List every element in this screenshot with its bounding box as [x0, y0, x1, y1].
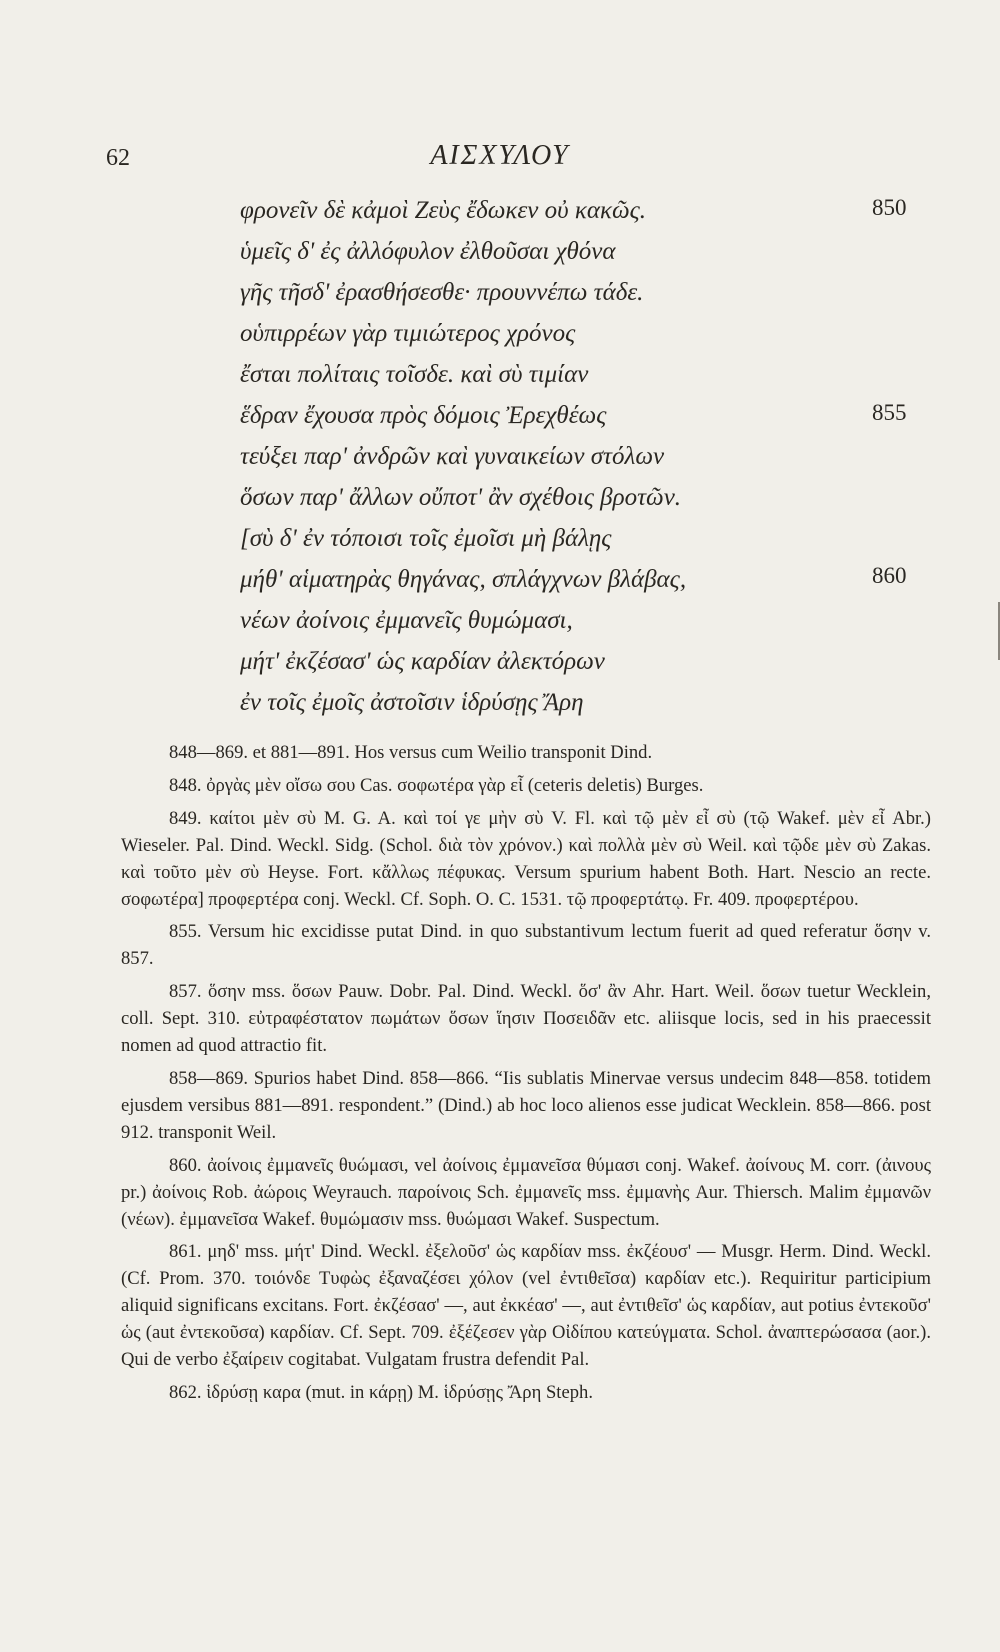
verse-line: ὅσων παρ' ἄλλων οὔποτ' ἂν σχέθοις βροτῶν.	[240, 484, 682, 511]
apparatus-note: 857. ὅσην mss. ὅσων Pauw. Dobr. Pal. Dind. Weckl. ὅσ' ἂν Ahr. Hart. Weil. ὅσων tuetur Wecklein, coll. Sept. 310. εὐτραφέστατον πωμάτων ὅσων ἵησιν Ποσειδᾶν etc. aliisque locis, sed in his praecessit nomen ad quod attractio fit.	[121, 981, 931, 1057]
verse-line: ὑμεῖς δ' ἐς ἀλλόφυλον ἐλθοῦσαι χθόνα	[240, 238, 616, 265]
page-number: 62	[106, 145, 130, 171]
apparatus-note: 848. ὀργὰς μὲν οἴσω σου Cas. σοφωτέρα γὰρ εἶ (ceteris deletis) Burges.	[169, 774, 704, 796]
verse-line: οὑπιρρέων γὰρ τιμιώτερος χρόνος	[240, 320, 576, 347]
verse-line: ἐν τοῖς ἐμοῖς ἀστοῖσιν ἱδρύσῃς Ἄρη	[240, 689, 584, 716]
verse-line: γῆς τῆσδ' ἐρασθήσεσθε· προυννέπω τάδε.	[240, 279, 644, 306]
critical-apparatus	[121, 740, 931, 1413]
verse-line: φρονεῖν δὲ κἀμοὶ Ζεὺς ἔδωκεν οὐ κακῶς.	[240, 197, 646, 224]
apparatus-note: 861. μηδ' mss. μήτ' Dind. Weckl. ἐξελοῦσ' ὡς καρδίαν mss. ἐκζέουσ' — Musgr. Herm. Dind. Weckl. (Cf. Prom. 370. τοιόνδε Τυφὼς ἐξαναζέσει χόλον (vel ἐντιθεῖσα) καρδίαν etc.). Requiritur participium aliquid significans excitans. Fort. ἐκζέσασ' —, aut ἐκκέασ' —, aut ἐντιθεῖσ' ὡς καρδίαν, aut potius ἐντεκοῦσ' ὡς (aut ἐντεκοῦσα) καρδίαν. Cf. Sept. 709. ἐξέζεσεν γὰρ Οἰδίπου κατεύγματα. Schol. ἀναπτερώσασα (aor.). Qui de verbo ἐξαίρειν cogitabat. Vulgatam frustra defendit Pal.	[121, 1241, 931, 1371]
running-head: ΑΙΣΧΥΛΟΥ	[430, 140, 570, 171]
line-number-850: 850	[872, 195, 907, 220]
apparatus-note: 855. Versum hic excidisse putat Dind. in quo substantivum lectum fuerit ad qued referatur ὅσην v. 857.	[121, 921, 931, 970]
apparatus-note: 860. ἀοίνοις ἐμμανεῖς θυώμασι, vel ἀοίνοις ἐμμανεῖσα θύμασι conj. Wakef. ἀοίνους M. corr. (ἀινους pr.) ἀοίνοις Rob. ἀώροις Weyrauch. παροίνοις Sch. ἐμμανεῖς mss. ἐμμανὴς Aur. Thiersch. Malim ἐμμανῶν (νέων). ἐμμανεῖσα Wakef. θυμώμασιν mss. θυώμασι Wakef. Suspectum.	[121, 1154, 931, 1230]
line-number-855: 855	[872, 400, 907, 425]
verse-line: ἕδραν ἔχουσα πρὸς δόμοις Ἐρεχθέως	[240, 402, 607, 429]
line-number-860: 860	[872, 563, 907, 588]
apparatus-note: 858—869. Spurios habet Dind. 858—866. “Iis sublatis Minervae versus undecim 848—858. totidem ejusdem versibus 881—891. respondent.” (Dind.) ab hoc loco alienos esse judicat Wecklein. 858—866. post 912. transponit Weil.	[121, 1067, 931, 1143]
verse-line: μήθ' αἱματηρὰς θηγάνας, σπλάγχνων βλάβας,	[240, 566, 687, 593]
apparatus-note: 862. ἱδρύσῃ καρα (mut. in κάρῃ) M. ἱδρύσῃς Ἄρη Steph.	[169, 1381, 593, 1403]
verse-line: νέων ἀοίνοις ἐμμανεῖς θυμώμασι,	[240, 607, 573, 634]
verse-line: ἔσται πολίταις τοῖσδε. καὶ σὺ τιμίαν	[240, 361, 589, 388]
apparatus-note: 849. καίτοι μὲν σὺ M. G. A. καὶ τοί γε μὴν σὺ V. Fl. καὶ τῷ μὲν εἶ σὺ (τῷ Wakef. μὲν εἶ Abr.) Wieseler. Pal. Dind. Weckl. Sidg. (Schol. διὰ τὸν χρόνον.) καὶ πολλὰ μὲν σὺ Weil. καὶ τῷδε μὲν σὺ Zakas. καὶ τοῦτο μὲν σὺ Heyse. Fort. κἄλλως πέφυκας. Versum spurium habent Both. Hart. Nescio an recte. σοφωτέρα] προφερτέρα conj. Weckl. Cf. Soph. O. C. 1531. τῷ προφερτάτῳ. Fr. 409. προφερτέρου.	[121, 807, 931, 910]
apparatus-note: 848—869. et 881—891. Hos versus cum Weilio transponit Dind.	[169, 742, 653, 763]
verse-line: [σὺ δ' ἐν τόποισι τοῖς ἐμοῖσι μὴ βάλῃς	[240, 525, 612, 552]
verse-line: μήτ' ἐκζέσασ' ὡς καρδίαν ἀλεκτόρων	[240, 648, 605, 675]
verse-line: τεύξει παρ' ἀνδρῶν καὶ γυναικείων στόλων	[240, 443, 665, 470]
